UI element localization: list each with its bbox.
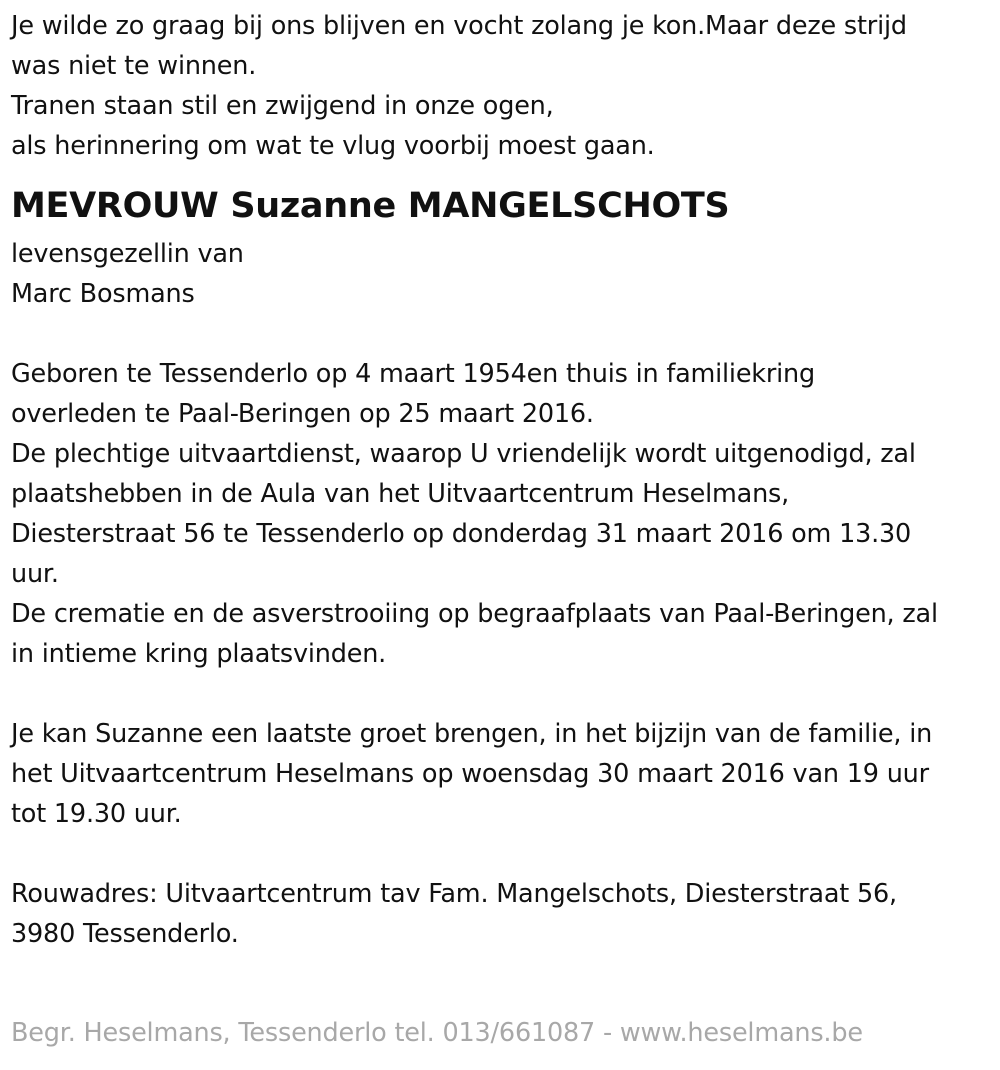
deceased-name: MEVROUW Suzanne MANGELSCHOTS	[11, 186, 730, 226]
funeral-home-footer: Begr. Heselmans, Tessenderlo tel. 013/661087 - www.heselmans.be	[11, 1018, 863, 1048]
visitation-line: het Uitvaartcentrum Heselmans op woensdag 30 maart 2016 van 19 uur	[11, 759, 929, 789]
mourning-address	[11, 874, 996, 954]
deceased-block	[11, 182, 996, 314]
announcement-line: uur.	[11, 559, 59, 589]
visitation-line: Je kan Suzanne een laatste groet brengen, in het bijzijn van de familie, in	[11, 719, 933, 749]
spacer	[11, 674, 996, 714]
obituary-notice	[11, 6, 996, 954]
poem-line: was niet te winnen.	[11, 51, 257, 81]
announcement-line: overleden te Paal-Beringen op 25 maart 2016.	[11, 399, 594, 429]
announcement-line: plaatshebben in de Aula van het Uitvaartcentrum Heselmans,	[11, 479, 790, 509]
address-line: 3980 Tessenderlo.	[11, 919, 239, 949]
announcement-line: De plechtige uitvaartdienst, waarop U vriendelijk wordt uitgenodigd, zal	[11, 439, 916, 469]
address-line: Rouwadres: Uitvaartcentrum tav Fam. Mangelschots, Diesterstraat 56,	[11, 879, 897, 909]
poem-line: als herinnering om wat te vlug voorbij moest gaan.	[11, 131, 655, 161]
announcement-line: De crematie en de asverstrooiing op begraafplaats van Paal-Beringen, zal	[11, 599, 938, 629]
spacer	[11, 314, 996, 354]
partner-name: Marc Bosmans	[11, 279, 195, 309]
poem	[11, 6, 996, 166]
relation-label: levensgezellin van	[11, 239, 244, 269]
announcement-line: Diesterstraat 56 te Tessenderlo op donderdag 31 maart 2016 om 13.30	[11, 519, 912, 549]
announcement	[11, 354, 996, 674]
spacer	[11, 834, 996, 874]
visitation	[11, 714, 996, 834]
announcement-line: in intieme kring plaatsvinden.	[11, 639, 387, 669]
poem-line: Je wilde zo graag bij ons blijven en vocht zolang je kon.Maar deze strijd	[11, 11, 907, 41]
visitation-line: tot 19.30 uur.	[11, 799, 182, 829]
announcement-line: Geboren te Tessenderlo op 4 maart 1954en thuis in familiekring	[11, 359, 815, 389]
poem-line: Tranen staan stil en zwijgend in onze ogen,	[11, 91, 554, 121]
